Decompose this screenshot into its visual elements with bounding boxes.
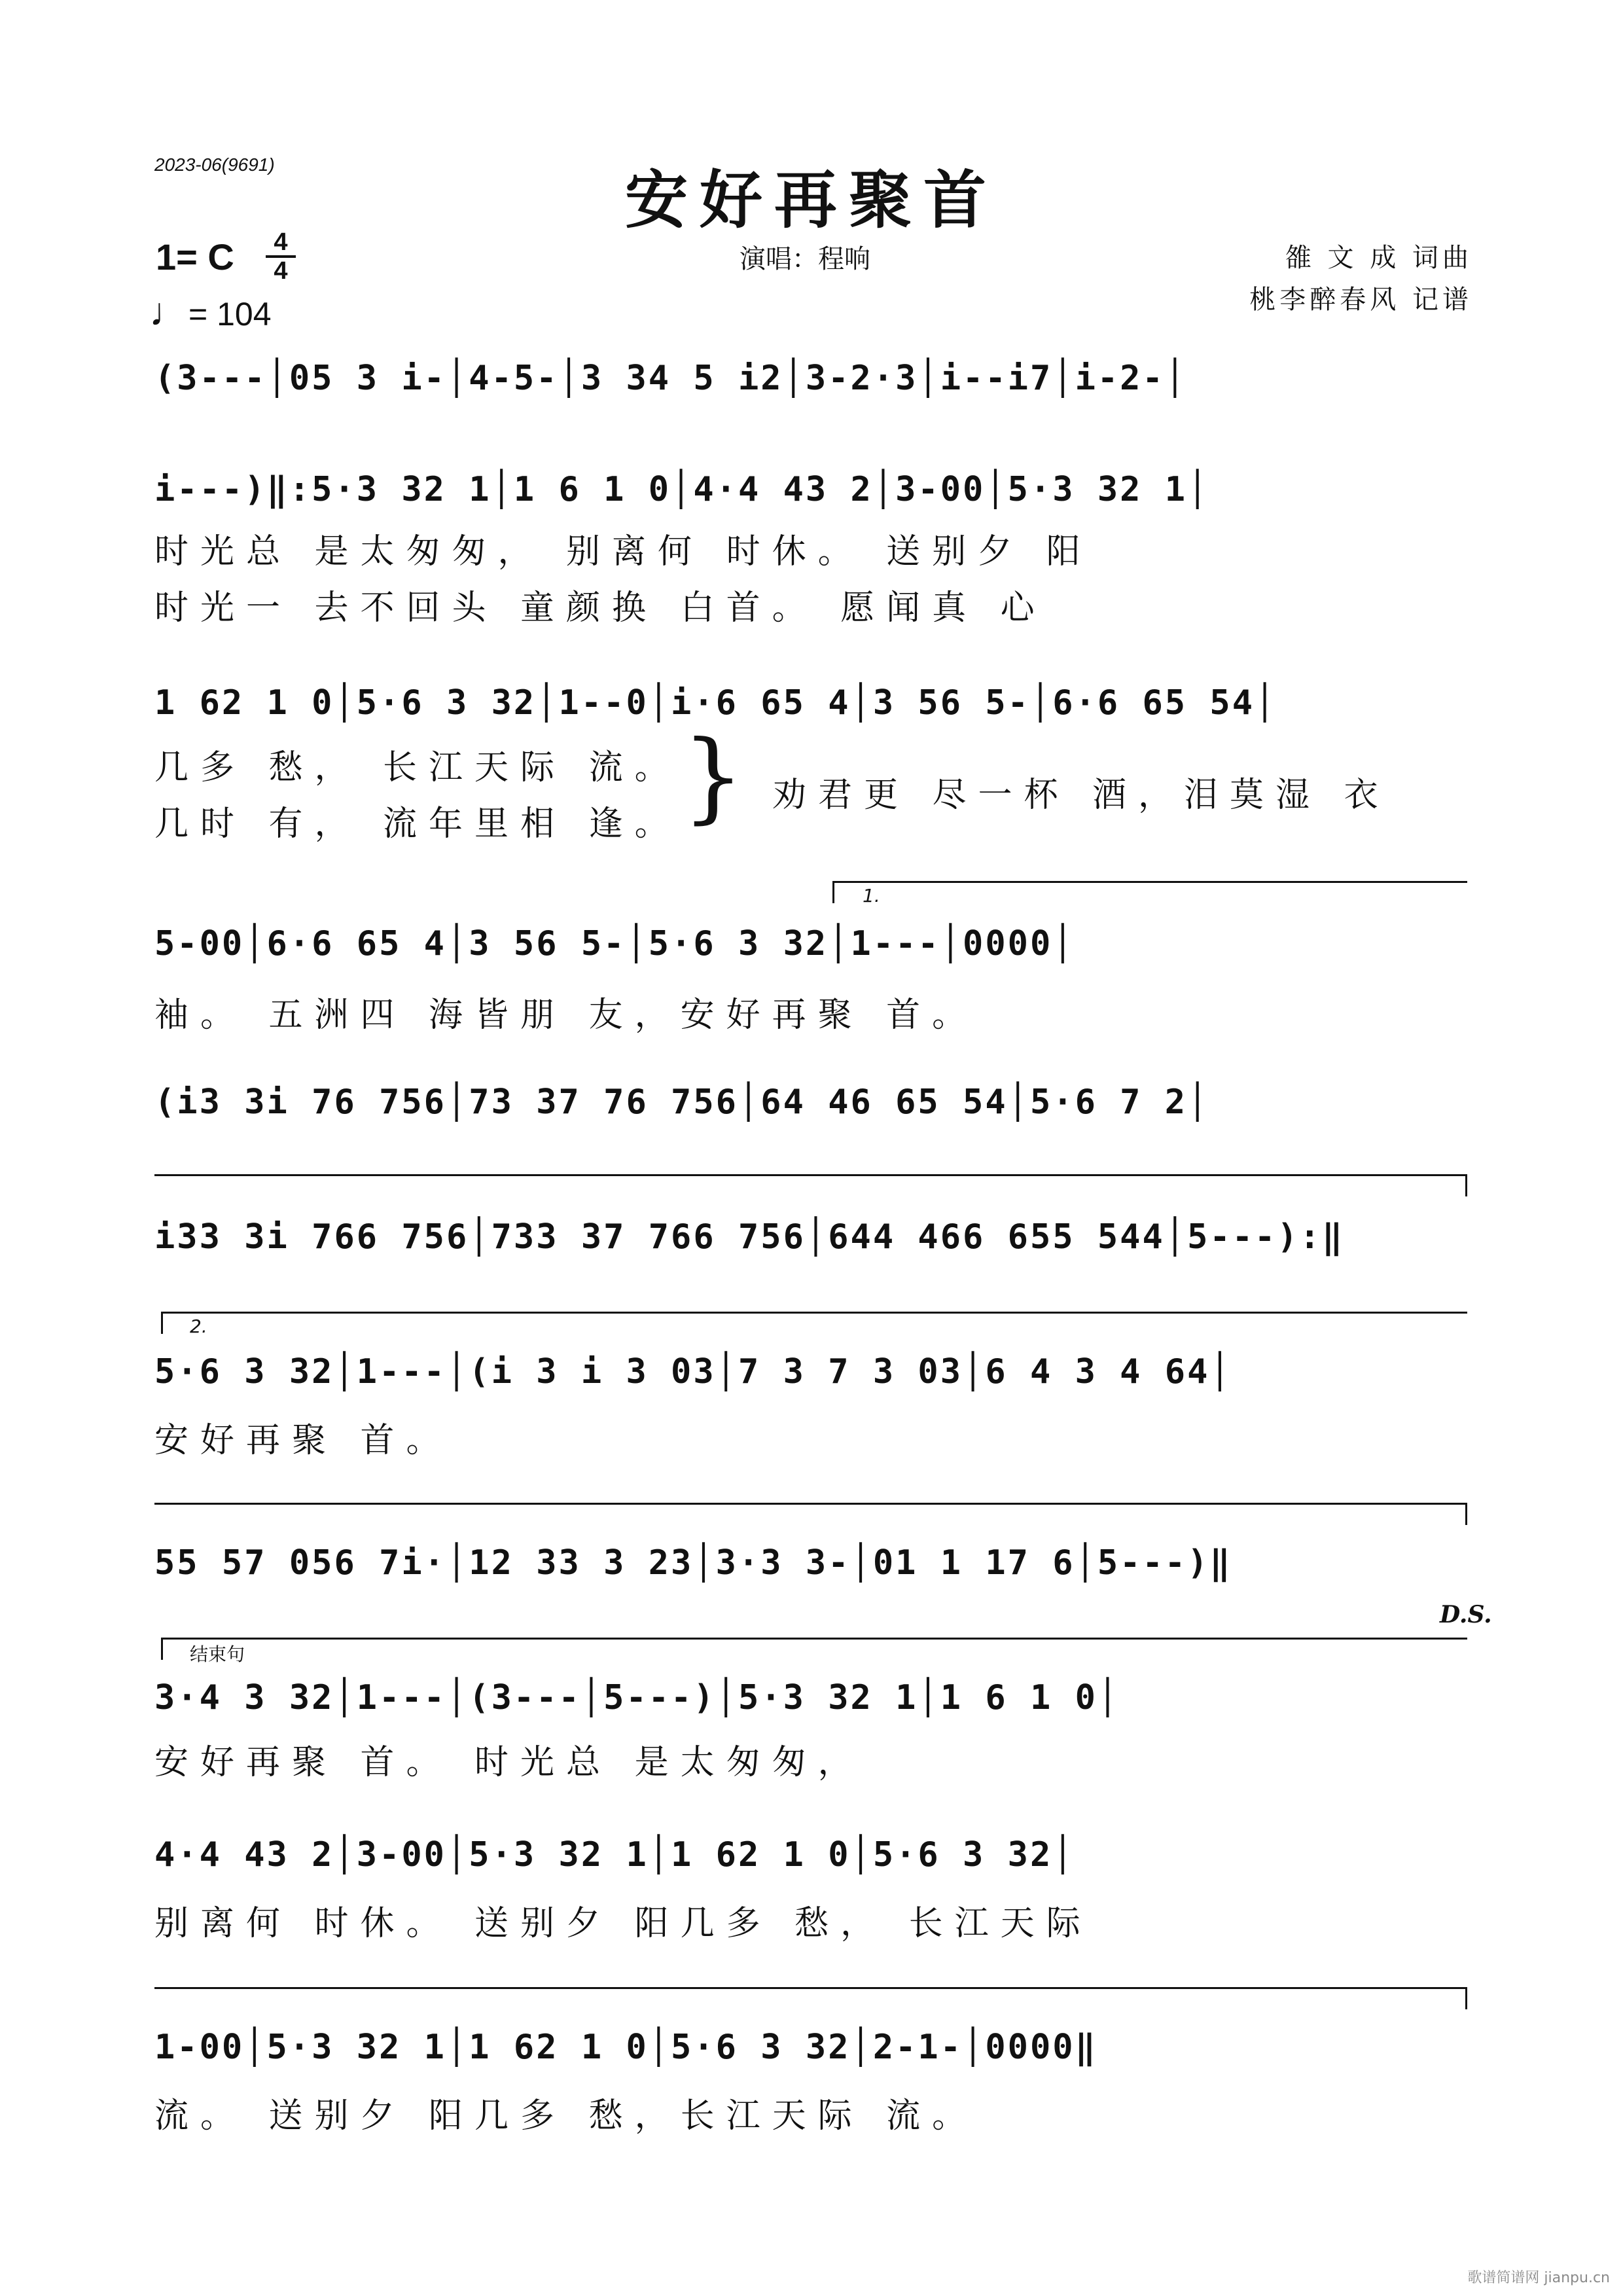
- lyricist-credit: 雒 文 成 词曲: [1285, 243, 1472, 273]
- lyric-line-2-verse-1: 时光总 是太匆匆， 别离何 时休。 送别夕 阳: [154, 532, 1092, 571]
- volta-bracket-2-tick: [161, 1312, 163, 1334]
- notation-line-6: i33 3i 766 756│733 37 766 756│644 466 655 544│5---):‖: [154, 1217, 1345, 1257]
- verse-brace-icon: }: [682, 720, 745, 834]
- volta-bracket-1-tick: [832, 881, 834, 903]
- notation-line-1: (3---│05 3 i-│4-5-│3 34 5 i2│3-2·3│i--i7│i-2-│: [154, 359, 1188, 398]
- notation-line-4: 5-00│6·6 65 4│3 56 5-│5·6 3 32│1---│0000│: [154, 924, 1075, 963]
- phrase-bracket-6: [154, 1174, 1467, 1176]
- notation-line-5: (i3 3i 76 756│73 37 76 756│64 46 65 54│5·6 7 2│: [154, 1083, 1210, 1122]
- time-signature: [266, 229, 296, 284]
- phrase-bracket-8-tick: [1465, 1503, 1467, 1525]
- quarter-note-icon: ♩: [149, 290, 188, 334]
- phrase-bracket-11: [154, 1987, 1467, 1989]
- singer-credit: 演唱：程响: [740, 244, 870, 274]
- ending-bracket: [161, 1638, 1467, 1640]
- lyric-line-11: 流。 送别夕 阳几多 愁，长江天际 流。: [154, 2096, 978, 2136]
- ending-label: 结束句: [190, 1643, 245, 1665]
- transcriber-credit: 桃李醉春风 记谱: [1249, 285, 1472, 315]
- lyric-line-9: 安好再聚 首。 时光总 是太匆匆，: [154, 1743, 864, 1782]
- lyric-line-3-verse-1: 几多 愁， 长江天际 流。: [154, 748, 681, 787]
- lyric-line-3-verse-2: 几时 有， 流年里相 逢。: [154, 804, 681, 844]
- lyric-line-10: 别离何 时休。 送别夕 阳几多 愁， 长江天际: [154, 1904, 1092, 1943]
- lyric-line-3-shared: 劝君更 尽一杯 酒，泪莫湿 衣: [772, 776, 1390, 815]
- site-watermark: 歌谱简谱网 jianpu.cn: [1467, 2270, 1610, 2286]
- notation-line-8: 55 57 056 7i·│12 33 3 23│3·3 3-│01 1 17 6│5---)‖: [154, 1543, 1232, 1583]
- ending-bracket-tick: [161, 1638, 163, 1660]
- tempo-marking: [149, 289, 272, 334]
- volta-bracket-1: [832, 881, 1467, 883]
- phrase-bracket-8: [154, 1503, 1467, 1505]
- time-signature-bottom: 4: [274, 257, 288, 285]
- notation-line-9: 3·4 3 32│1---│(3---│5---)│5·3 32 1│1 6 1 0│: [154, 1678, 1120, 1717]
- notation-line-2: i---)‖:5·3 32 1│1 6 1 0│4·4 43 2│3-00│5·3 32 1│: [154, 470, 1210, 509]
- score-code: 2023-06(9691): [154, 154, 275, 175]
- tempo-value: = 104: [188, 296, 272, 332]
- phrase-bracket-6-tick: [1465, 1174, 1467, 1196]
- time-signature-top: 4: [266, 229, 296, 258]
- lyric-line-7: 安好再聚 首。: [154, 1421, 452, 1460]
- key-signature: 1= C: [156, 236, 234, 278]
- notation-line-7: 5·6 3 32│1---│(i 3 i 3 03│7 3 7 3 03│6 4 3 4 64│: [154, 1352, 1232, 1391]
- volta-label-1: 1.: [863, 885, 880, 906]
- volta-label-2: 2.: [190, 1316, 207, 1337]
- volta-bracket-2: [161, 1312, 1467, 1314]
- notation-line-3: 1 62 1 0│5·6 3 32│1--0│i·6 65 4│3 56 5-│6·6 65 54│: [154, 683, 1277, 723]
- notation-line-10: 4·4 43 2│3-00│5·3 32 1│1 62 1 0│5·6 3 32│: [154, 1835, 1075, 1874]
- notation-line-11: 1-00│5·3 32 1│1 62 1 0│5·6 3 32│2-1-│0000‖: [154, 2028, 1097, 2067]
- dal-segno-marking: D.S.: [1440, 1601, 1492, 1628]
- song-title: 安好再聚首: [625, 163, 998, 237]
- phrase-bracket-11-tick: [1465, 1987, 1467, 2009]
- lyric-line-2-verse-2: 时光一 去不回头 童颜换 白首。 愿闻真 心: [154, 588, 1046, 628]
- lyric-line-4: 袖。 五洲四 海皆朋 友，安好再聚 首。: [154, 996, 978, 1035]
